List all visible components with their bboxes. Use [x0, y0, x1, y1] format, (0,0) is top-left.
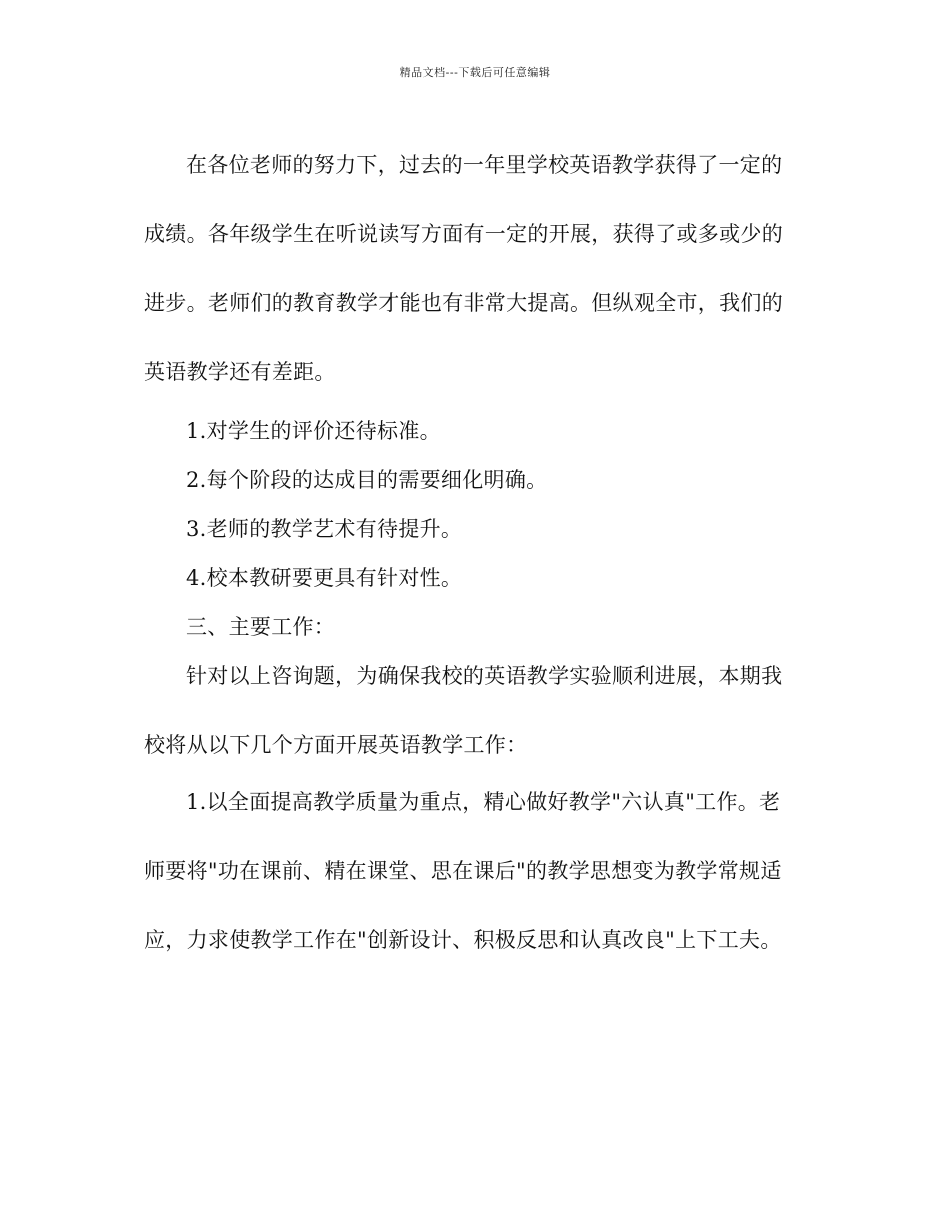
paragraph-line: 进步。老师们的教育教学才能也有非常大提高。但纵观全市，我们的 — [144, 291, 783, 315]
paragraph-line: 校将从以下几个方面开展英语教学工作： — [144, 733, 528, 757]
page-header: 精品文档---下载后可任意编辑 — [399, 66, 551, 79]
intro-paragraph — [144, 131, 809, 407]
section-heading: 三、主要工作： — [186, 615, 336, 639]
list-item: 1.对学生的评价还待标准。 — [186, 419, 441, 443]
work-item-paragraph — [144, 768, 809, 975]
list-item: 4.校本教研要更具有针对性。 — [186, 566, 463, 590]
paragraph-line: 应，力求使教学工作在"创新设计、积极反思和认真改良"上下工夫。 — [144, 928, 782, 952]
paragraph-line: 成绩。各年级学生在听说读写方面有一定的开展，获得了或多或少的 — [144, 222, 783, 246]
document-body — [144, 140, 809, 975]
paragraph-line: 师要将"功在课前、精在课堂、思在课后"的教学思想变为教学常规适 — [144, 859, 782, 883]
paragraph-line: 1.以全面提高教学质量为重点，精心做好教学"六认真"工作。老 — [186, 790, 781, 814]
paragraph-line: 英语教学还有差距。 — [144, 360, 336, 384]
list-item: 2.每个阶段的达成目的需要细化明确。 — [186, 468, 548, 492]
list-item: 3.老师的教学艺术有待提升。 — [186, 517, 463, 541]
work-intro-paragraph — [144, 642, 809, 780]
paragraph-line: 针对以上咨询题，为确保我校的英语教学实验顺利进展，本期我 — [186, 664, 783, 688]
paragraph-line: 在各位老师的努力下，过去的一年里学校英语教学获得了一定的 — [186, 153, 783, 177]
